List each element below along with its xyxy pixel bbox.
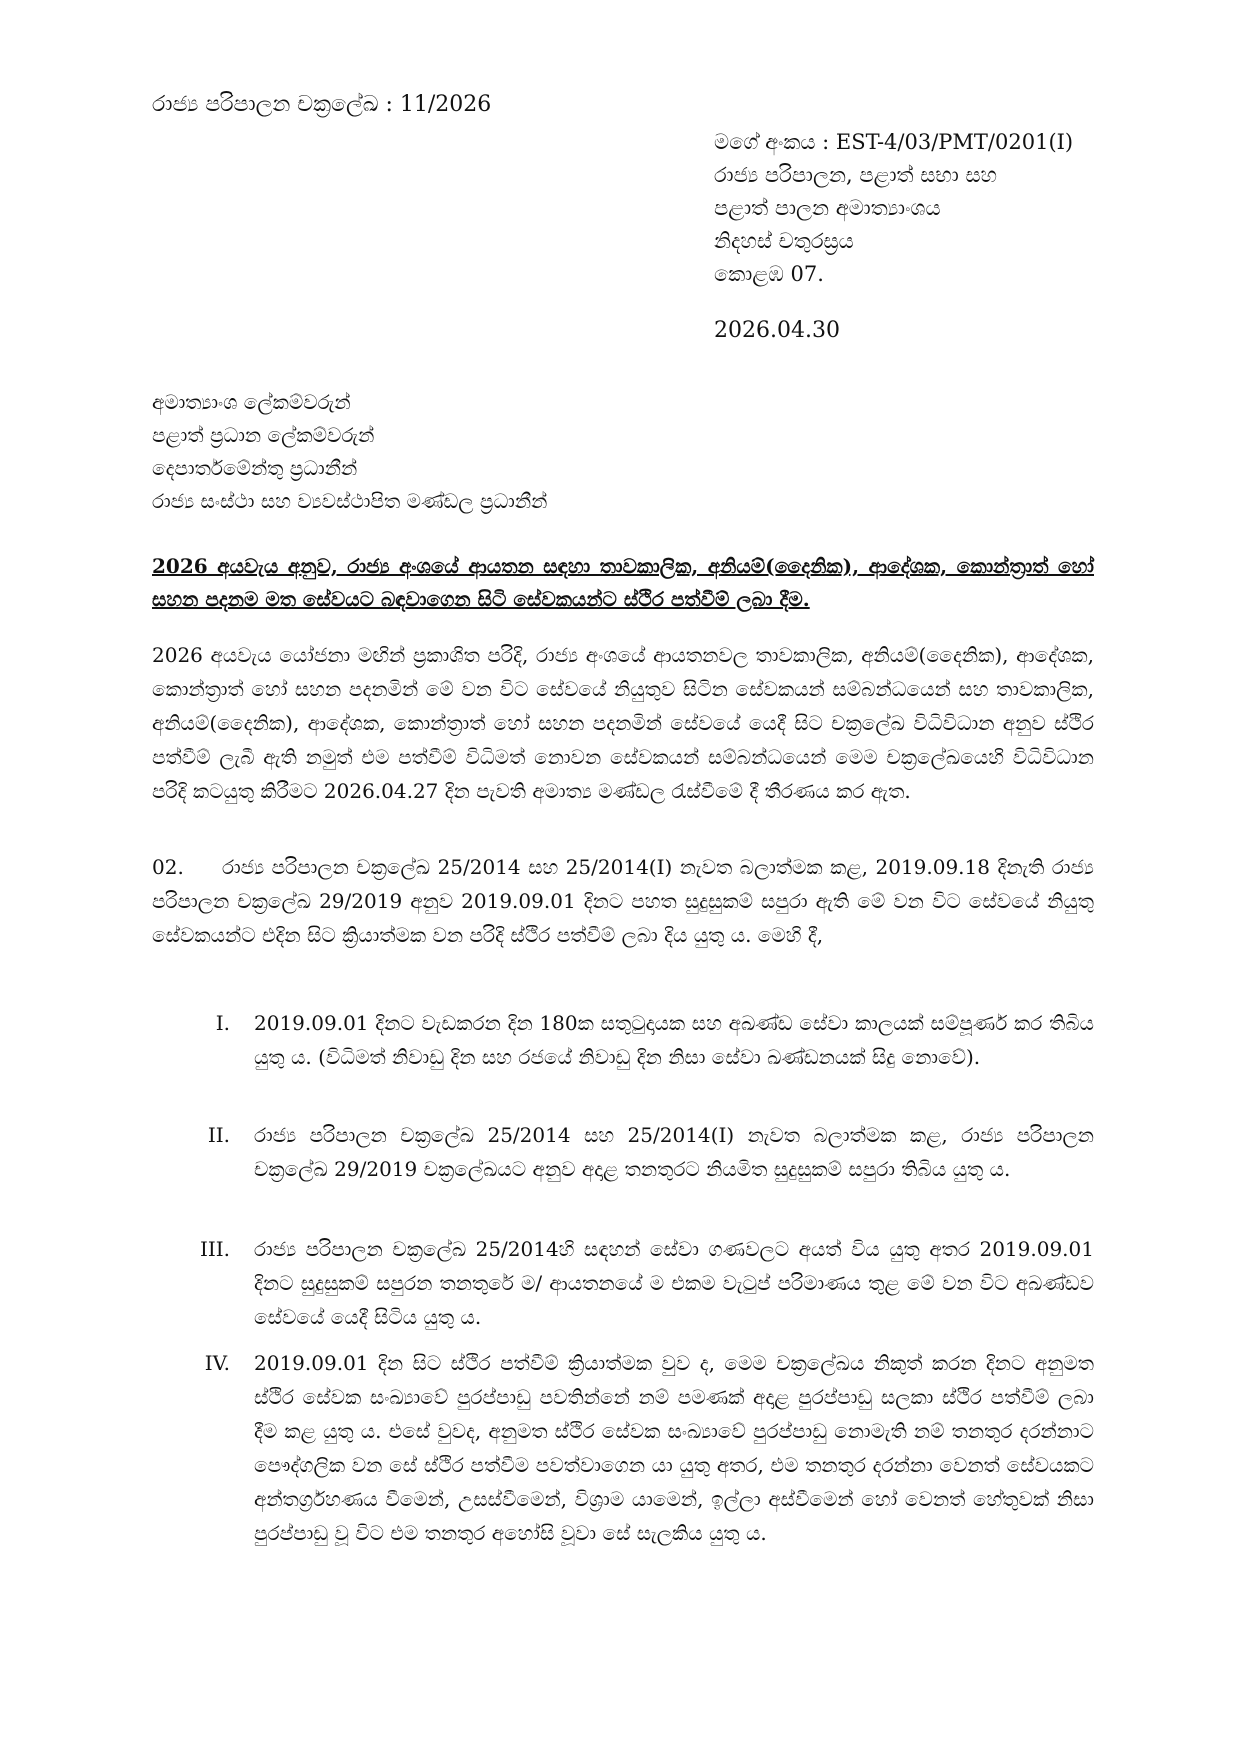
circular-number: රාජ්‍ය පරිපාලන චක්‍රලේඛ : 11/2026 (152, 92, 492, 117)
list-item-number: I. (215, 1011, 230, 1035)
paragraph-number: 02. (152, 855, 184, 879)
sender-line: නිදහස් චතුරස්‍රය (714, 229, 854, 253)
list-item-text: 2019.09.01 දින සිට ස්ථිර පත්වීම් ක්‍රියාත්මක වුව ද, මෙම චක්‍රලේඛය නිකුත් කරන දිනට අනුමත ස්ථිර සේවක සංඛ්‍යාවේ පුරප්පාඩු පවතින්නේ නම් පමණක් අදාළ පුරප්පාඩු සලකා ස්ථිර පත්වීම් ලබා දීම කළ යුතු ය. එසේ වුවද, අනුමත ස්ථිර සේවක සංඛ්‍යාවේ පුරප්පාඩු නොමැති නම් තනතුර දරන්නාට පෞද්ගලික වන සේ ස්ථිර පත්වීම පවත්වාගෙන යා යුතු අතර, එම තනතුර දරන්නා වෙනත් සේවයකට අන්තර්ග්‍රහණය වීමෙන්, උසස්වීමෙන්, විශ්‍රාම යාමෙන්, ඉල්ලා අස්වීමෙන් හෝ වෙනත් හේතුවක් නිසා පුරප්පාඩු වූ විට එම තනතුර අහෝසි වූවා සේ සැලකිය යුතු ය. (254, 1351, 1094, 1545)
recipient-line: දෙපාර්තමේන්තු ප්‍රධානීන් (152, 456, 358, 480)
list-item-text: 2019.09.01 දිනට වැඩකරන දින 180ක සතුටුදායක සහ අඛණ්ඩ සේවා කාලයක් සම්පූර්ණ කර තිබිය යුතු ය. (විධිමත් නිවාඩු දින සහ රජයේ නිවාඩු දින නිසා සේවා ඛණ්ඩනයක් සිදු නොවේ). (254, 1011, 1094, 1069)
recipients-block (152, 386, 547, 518)
subject-heading: 2026 අයවැය අනුව, රාජ්‍ය අංශයේ ආයතන සඳහා තාවකාලික, අනියම්(දෛනික), ආදේශක, කොන්ත්‍රාත් හෝ සහන පදනම මත සේවයට බඳවාගෙන සිටි සේවකයන්ට ස්ථිර පත්වීම් ලබා දීම. (152, 554, 1094, 611)
sender-line: රාජ්‍ය පරිපාලන, පළාත් සභා සහ (714, 163, 998, 187)
list-item-number: IV. (204, 1351, 230, 1375)
sender-line: කොළඹ 07. (714, 262, 824, 286)
list-item-number: III. (199, 1237, 230, 1261)
paragraph-2 (152, 850, 1094, 952)
recipient-line: පළාත් ප්‍රධාන ලේකම්වරුන් (152, 423, 375, 447)
recipient-line: අමාත්‍යාංශ ලේකම්වරුන් (152, 390, 351, 414)
list-item-text: රාජ්‍ය පරිපාලන චක්‍රලේඛ 25/2014හි සඳහන් සේවා ගණවලට අයත් විය යුතු අතර 2019.09.01 දිනට සුදුසුකම් සපුරන තනතුරේ ම/ ආයතනයේ ම එකම වැටුප් පරිමාණය තුළ මේ වන විට අඛණ්ඩව සේවයේ යෙදී සිටිය යුතු ය. (254, 1237, 1094, 1329)
sender-line: පළාත් පාලන අමාත්‍යාංශය (714, 196, 941, 220)
paragraph-2-text: රාජ්‍ය පරිපාලන චක්‍රලේඛ 25/2014 සහ 25/2014(I) නැවත බලාත්මක කළ, 2019.09.18 දිනැති රාජ්‍ය පරිපාලන චක්‍රලේඛ 29/2019 අනුව 2019.09.01 දිනට පහත සුදුසුකම් සපුරා ඇති මේ වන විට සේවයේ නියුතු සේවකයන්ට එදින සිට ක්‍රියාත්මක වන පරිදි ස්ථිර පත්වීම් ලබා දිය යුතු ය. මෙහි දී, (152, 855, 1094, 947)
list-item-text: රාජ්‍ය පරිපාලන චක්‍රලේඛ 25/2014 සහ 25/2014(I) නැවත බලාත්මක කළ, රාජ්‍ය පරිපාලන චක්‍රලේඛ 29/2019 චක්‍රලේඛයට අනුව අදාළ තනතුරට නියමිත සුදුසුකම් සපුරා තිබිය යුතු ය. (254, 1123, 1094, 1181)
recipient-line: රාජ්‍ය සංස්ථා සහ ව්‍යවස්ථාපිත මණ්ඩල ප්‍රධානීන් (152, 489, 548, 513)
paragraph-1: 2026 අයවැය යෝජනා මඟින් ප්‍රකාශිත පරිදි, රාජ්‍ය අංශයේ ආයතනවල තාවකාලික, අනියම්(දෛනික), ආදේශක, කොන්ත්‍රාත් හෝ සහන පදනමින් මේ වන විට සේවයේ නියුතුව සිටින සේවකයන් සම්බන්ධයෙන් සහ තාවකාලික, අනියම්(දෛනික), ආදේශක, කොන්ත්‍රාත් හෝ සහන පදනමින් සේවයේ යෙදී සිට චක්‍රලේඛ විධිවිධාන අනුව ස්ථිර පත්වීම් ලැබී ඇති නමුත් එම පත්වීම් විධිමත් නොවන සේවකයන් සම්බන්ධයෙන් මෙම චක්‍රලේඛයෙහි විධිවිධාන පරිදි කටයුතු කිරීමට 2026.04.27 දින පැවති අමාත්‍ය මණ්ඩල රැස්වීමේ දී තීරණය කර ඇත. (152, 643, 1094, 803)
reference-number: මගේ අංකය : EST-4/03/PMT/0201(I) (714, 130, 1074, 154)
list-item-number: II. (207, 1123, 230, 1147)
letter-date: 2026.04.30 (714, 318, 840, 343)
sender-address-block (714, 126, 1073, 291)
